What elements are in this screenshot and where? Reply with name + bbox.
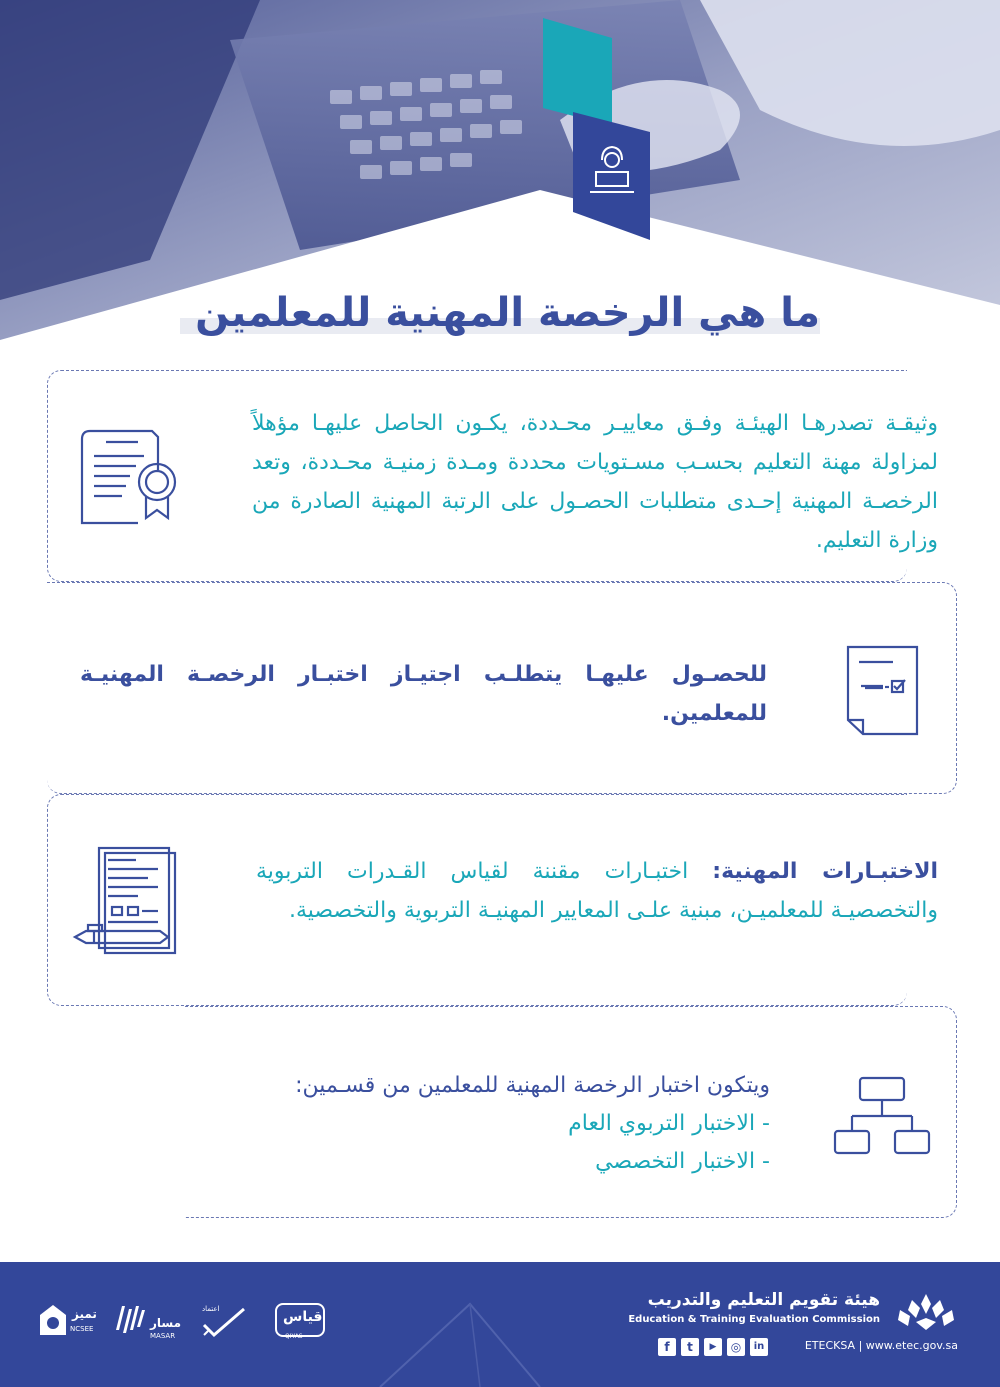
facebook-icon[interactable]: f <box>658 1338 676 1356</box>
qiyas-logo-en: QIYAS <box>285 1333 303 1340</box>
etec-emblem-icon <box>892 1290 960 1338</box>
test-part-general: - الاختبار التربوي العام <box>568 1111 770 1136</box>
requirement-text: للحصـول عليهـا يتطلـب اجتيـاز اختبـار الرخصـة المهنيـة للمعلمين. <box>80 662 767 726</box>
masar-logo-ar: مسار <box>150 1316 182 1330</box>
org-name-en: Education & Training Evaluation Commission <box>628 1314 880 1325</box>
ncsee-logo-en: NCSEE <box>70 1325 94 1333</box>
masar-logo <box>112 1300 182 1346</box>
professional-tests-description: اختبـارات مقننة لقياس القـدرات التربوية والتخصصيـة للمعلميـن، مبنية علـى المعايير المهنيـة التربوية والتخصصية. <box>256 859 938 923</box>
definition-text: وثيقـة تصدرهـا الهيئـة وفـق معاييـر محـددة، يكـون الحاصل عليهـا مؤهلاً لمزاولة مهنة التعليم بحسـب مسـتويات محددة ومـدة زمنيـة محـددة، وتعد الرخصـة المهنية إحـدى متطلبات الحصـول على الرتبة المهنية الصادرة من وزارة التعليم. <box>252 411 938 553</box>
ncsee-logo-ar: تميز <box>72 1307 97 1321</box>
professional-tests-label: الاختبـارات المهنية: <box>712 859 938 884</box>
linkedin-icon[interactable]: in <box>750 1338 768 1356</box>
document-checkbox-icon <box>845 644 920 738</box>
qiyas-logo <box>275 1303 327 1343</box>
qiyas-logo-ar: قياس <box>283 1309 323 1325</box>
ncsee-logo <box>38 1303 102 1343</box>
accreditation-logo <box>200 1305 248 1341</box>
twitter-icon[interactable]: t <box>681 1338 699 1356</box>
accreditation-logo-ar: اعتماد <box>202 1305 220 1313</box>
org-name-ar: هيئة تقويم التعليم والتدريب <box>647 1290 880 1310</box>
hierarchy-diagram-icon <box>832 1076 932 1158</box>
professional-tests-text <box>256 852 938 930</box>
test-parts-intro: ويتكون اختبار الرخصة المهنية للمعلمين من قسـمين: <box>295 1073 770 1098</box>
certificate-icon <box>78 428 182 528</box>
instagram-icon[interactable]: ◎ <box>727 1338 745 1356</box>
masar-logo-en: MASAR <box>150 1332 176 1340</box>
page-title: ما هي الرخصة المهنية للمعلمين <box>195 290 820 336</box>
form-with-pen-icon <box>72 845 180 955</box>
test-part-specialized: - الاختبار التخصصي <box>595 1149 770 1174</box>
contact-info[interactable]: ETECKSA | www.etec.gov.sa <box>804 1339 958 1352</box>
youtube-icon[interactable]: ▶ <box>704 1338 722 1356</box>
